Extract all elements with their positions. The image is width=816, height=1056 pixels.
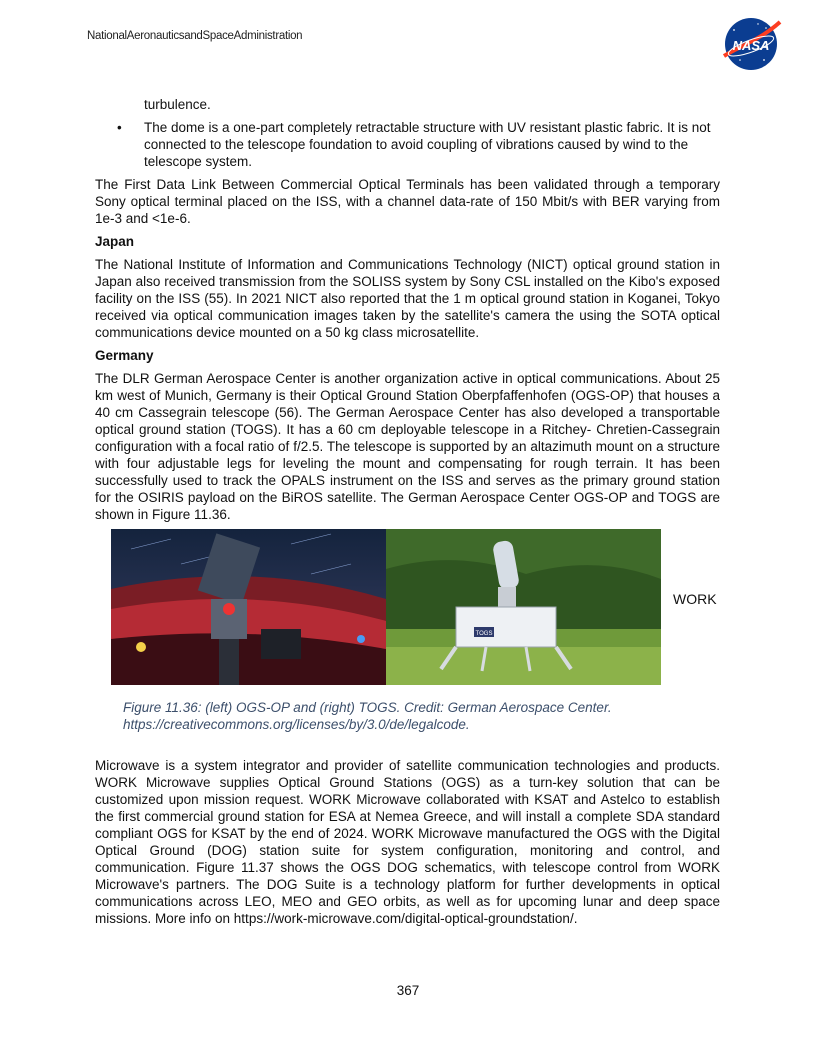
- togs-label: TOGS: [475, 631, 493, 637]
- caption-line-1: Figure 11.36: (left) OGS-OP and (right) TOGS. Credit: German Aerospace Center.: [123, 700, 612, 715]
- page-content: [95, 96, 720, 933]
- togs-photo: [386, 529, 661, 685]
- header-organization: NationalAeronauticsandSpaceAdministration: [87, 30, 303, 42]
- figure-side-text: WORK: [673, 591, 717, 607]
- paragraph-japan: The National Institute of Information and Communications Technology (NICT) optical ground station in Japan also received transmission from the SOLISS system by Sony CSL installed on the Kibo's exposed facility on the ISS (55). In 2021 NICT also reported that the 1 m optical ground station in Koganei, Tokyo received via optical communication images taken by the satellite's camera the using the SOTA optical communications device mounted on a 50 kg class microsatellite.: [95, 257, 720, 340]
- nasa-logo-icon: [720, 16, 782, 72]
- figure-caption: [123, 699, 720, 733]
- ogs-op-photo: [111, 529, 386, 685]
- figure-11-36: [95, 529, 720, 687]
- svg-text:NASA: NASA: [732, 38, 770, 53]
- bullet-continuation: turbulence.: [144, 97, 211, 112]
- heading-japan: Japan: [95, 234, 135, 249]
- caption-line-2: https://creativecommons.org/licenses/by/3.0/de/legalcode.: [123, 717, 470, 732]
- page-number: 367: [396, 983, 420, 998]
- bullet-icon: •: [117, 120, 122, 135]
- heading-germany: Germany: [95, 348, 154, 363]
- paragraph-work-microwave: Microwave is a system integrator and provider of satellite communication technologies and products. WORK Microwave supplies Optical Ground Stations (OGS) as a turn-key solution that can be customized upon mission request. WORK Microwave collaborated with KSAT and Astelco to establish the first commercial ground station for ESA at Nemea Greece, and will install a complete SDA standard compliant OGS for KSAT by the end of 2024. WORK Microwave manufactured the OGS with the Digital Optical Ground (DOG) station suite for system configuration, monitoring and control, and communication. Figure 11.37 shows the OGS DOG schematics, with telescope control from WORK Microwave's partners. The DOG Suite is a technology platform for further developments in optical communications across LEO, MEO and GEO orbits, as well as for upcoming lunar and deep space missions. More info on https://work-microwave.com/digital-optical-groundstation/.: [95, 758, 720, 926]
- bullet-dome-text: The dome is a one-part completely retractable structure with UV resistant plastic fabric. It is not connected to the telescope foundation to avoid coupling of vibrations caused by wind to the telescope system.: [144, 120, 711, 169]
- bullet-dome: [95, 119, 720, 170]
- paragraph-germany: The DLR German Aerospace Center is another organization active in optical communications. About 25 km west of Munich, Germany is their Optical Ground Station Oberpfaffenhofen (OGS-OP) that houses a 40 cm Cassegrain telescope (56). The German Aerospace Center has also developed a transportable optical ground station (TOGS). It has a 60 cm deployable telescope in a Ritchey- Chretien-Cassegrain configuration with a focal ratio of f/2.5. The telescope is supported by an altazimuth mount on a structure with four adjustable legs for leveling the mount and compensating for rough terrain. It has been successfully used to track the OPALS instrument on the ISS and serves as the primary ground station for the OSIRIS payload on the BiROS satellite. The German Aerospace Center OGS-OP and TOGS are shown in Figure 11.36.: [95, 371, 720, 522]
- paragraph-first-data-link: The First Data Link Between Commercial Optical Terminals has been validated through a temporary Sony optical terminal placed on the ISS, with a channel data-rate of 150 Mbit/s with BER varying from 1e-3 and <1e-6.: [95, 177, 720, 226]
